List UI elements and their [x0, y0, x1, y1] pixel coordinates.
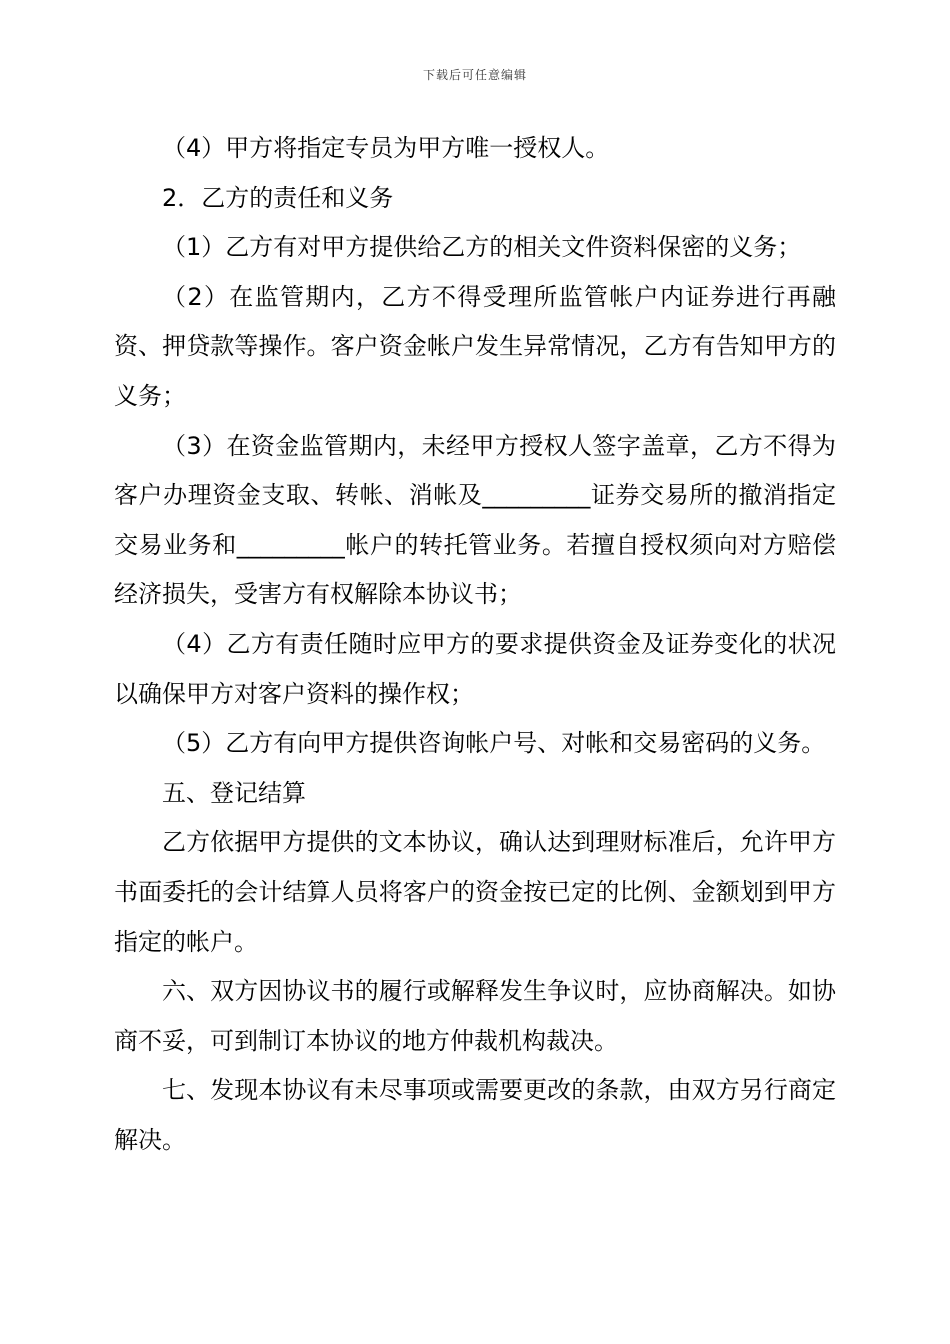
document-body	[114, 124, 836, 1165]
clause-a4-designated-authorizer: （4）甲方将指定专员为甲方唯一授权人。	[162, 134, 610, 162]
clause-b4-status-reporting: （4）乙方有责任随时应甲方的要求提供资金及证券变化的状况以确保甲方对客户资料的操作权；	[114, 629, 836, 708]
section-7-amendments: 七、发现本协议有未尽事项或需要更改的条款，由双方另行商定解决。	[114, 1076, 836, 1154]
clause-b3-fund-supervision: （3）在资金监管期内，未经甲方授权人签字盖章，乙方不得为客户办理资金支取、转帐、消帐及_________证券交易所的撤消指定交易业务和_________帐户的转托管业务。若擅自授权须向对方赔偿经济损失，受害方有权解除本协议书；	[114, 431, 836, 609]
page-header-note: 下载后可任意编辑	[422, 68, 527, 82]
clause-b1-confidentiality: （1）乙方有对甲方提供给乙方的相关文件资料保密的义务；	[162, 233, 802, 262]
section-5-heading: 五、登记结算	[162, 778, 306, 807]
clause-b2-supervision-period: （2）在监管期内，乙方不得受理所监管帐户内证券进行再融资、押贷款等操作。客户资金帐户发生异常情况，乙方有告知甲方的义务；	[114, 282, 836, 410]
clause-b5-account-info: （5）乙方有向甲方提供咨询帐户号、对帐和交易密码的义务。	[162, 729, 826, 758]
section-2-heading: 2．乙方的责任和义务	[162, 183, 394, 212]
section-6-dispute: 六、双方因协议书的履行或解释发生争议时，应协商解决。如协商不妥，可到制订本协议的地方仲裁机构裁决。	[114, 977, 836, 1055]
section-5-settlement-text: 乙方依据甲方提供的文本协议，确认达到理财标准后，允许甲方书面委托的会计结算人员将客户的资金按已定的比例、金额划到甲方指定的帐户。	[114, 828, 836, 956]
